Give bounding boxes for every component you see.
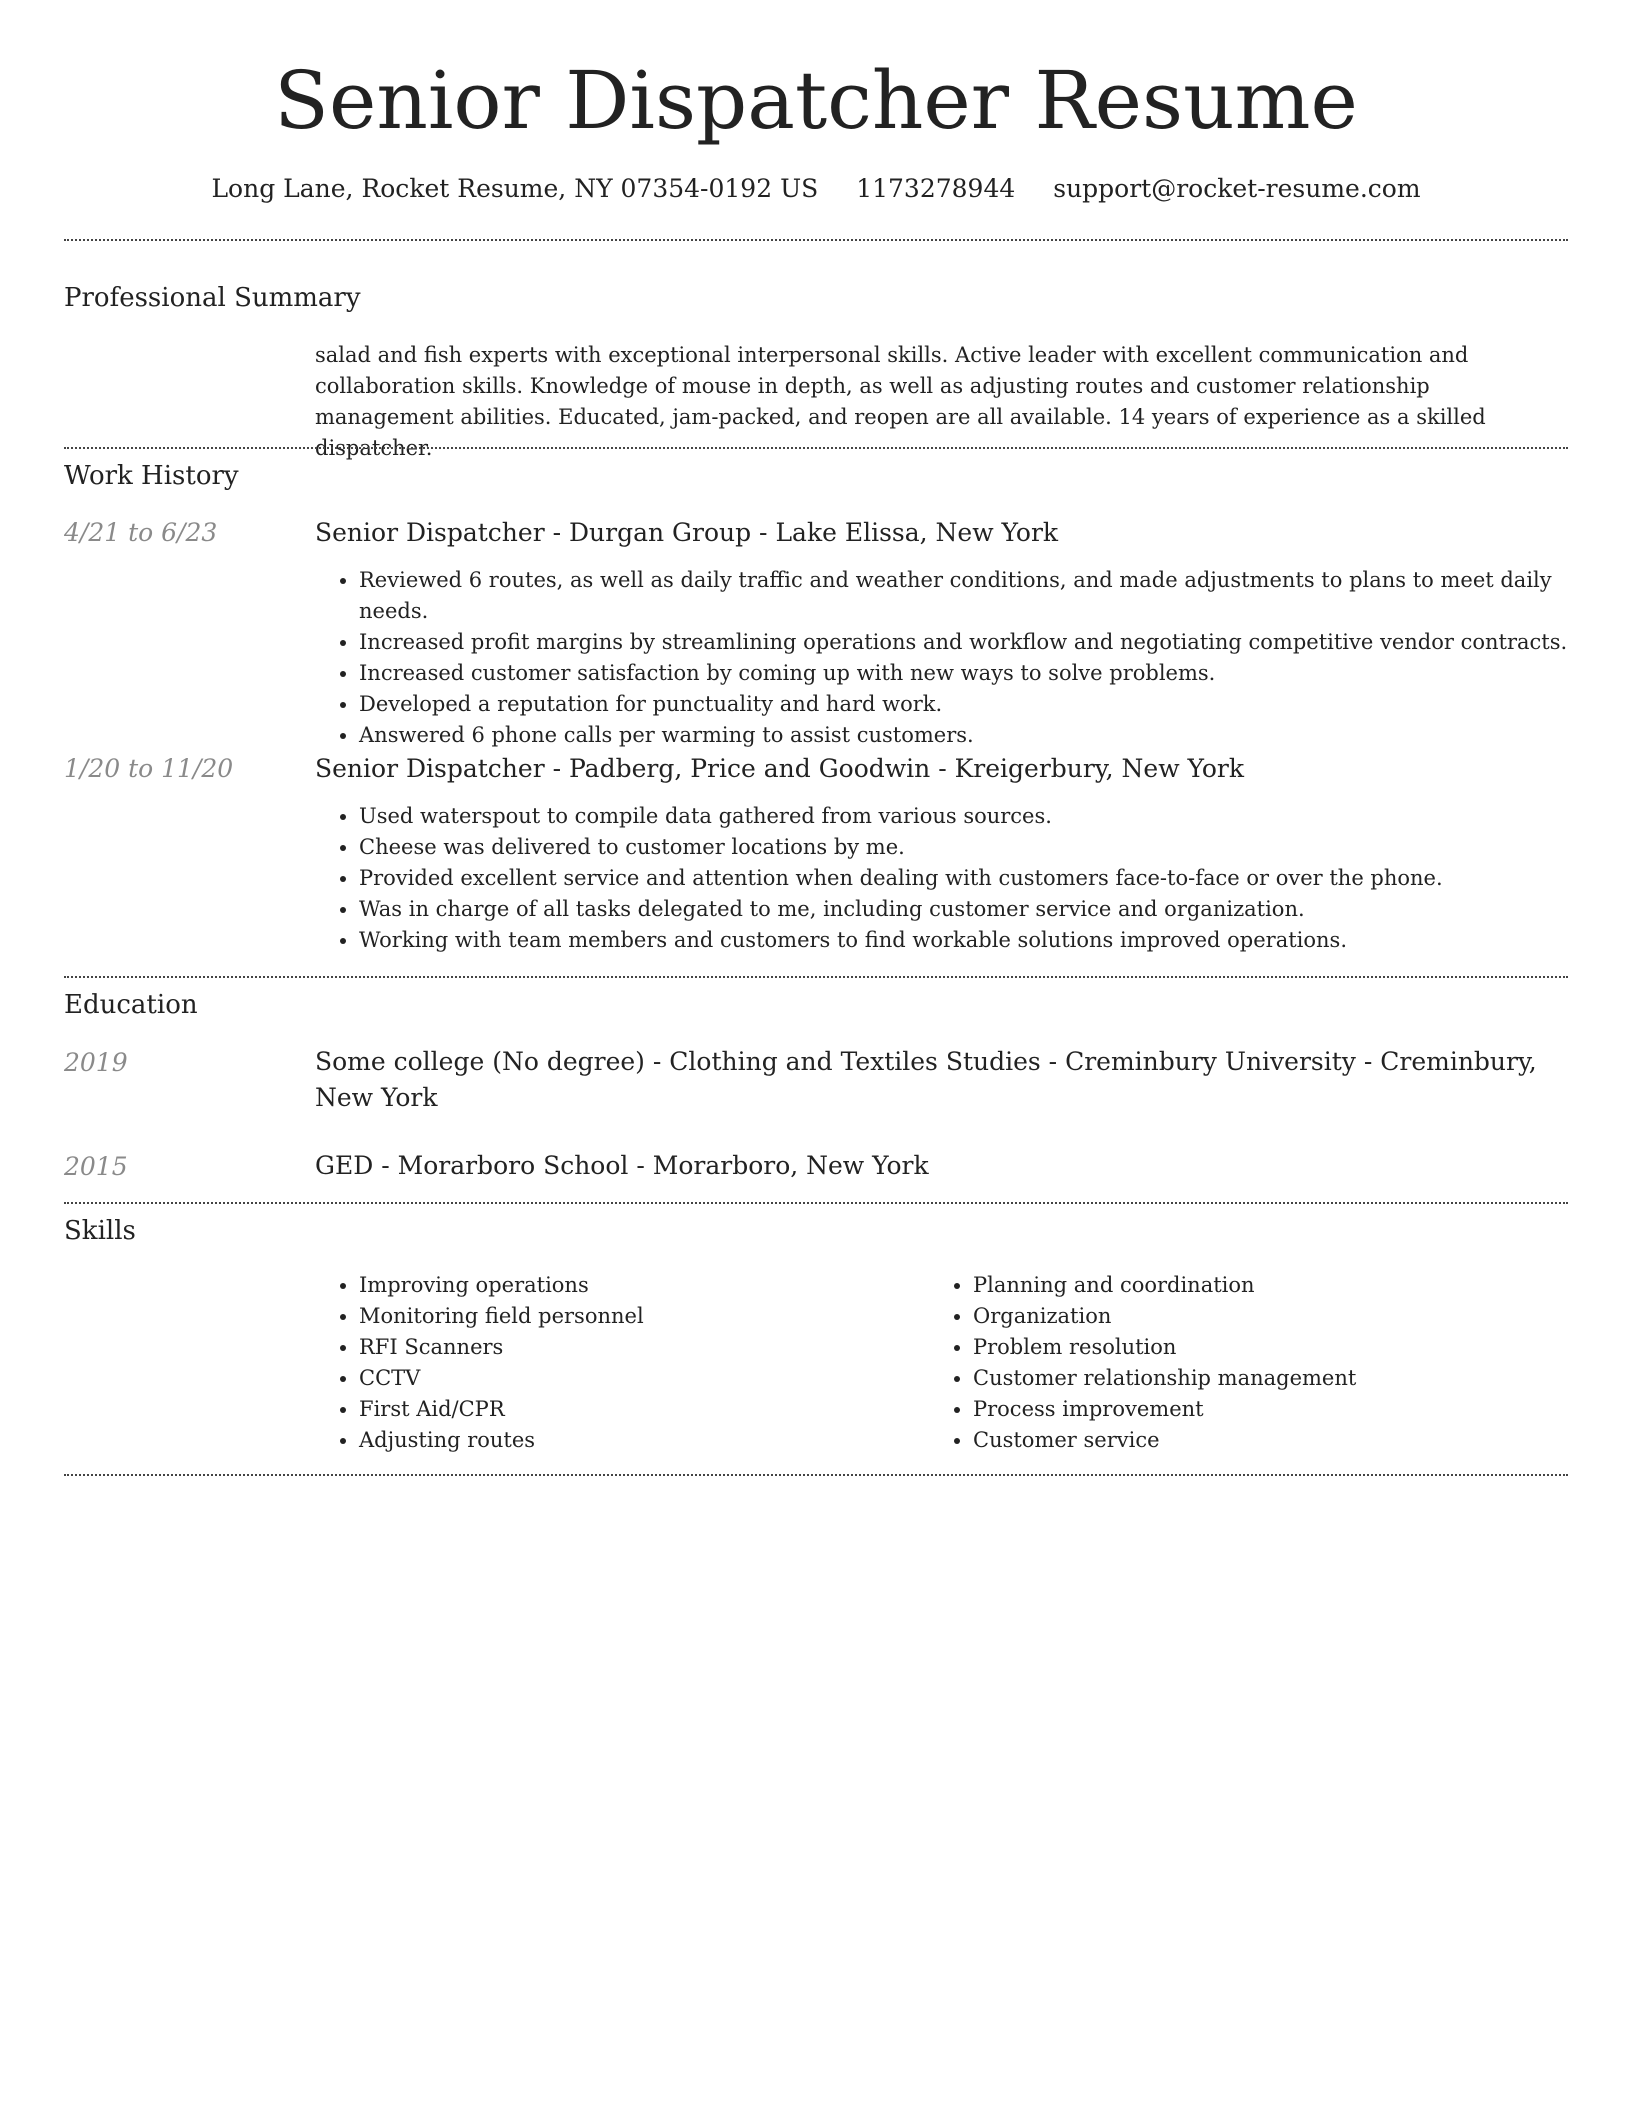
divider [64, 1202, 1568, 1204]
education-year: 2019 [64, 1048, 128, 1077]
skills-list [315, 1270, 915, 1456]
job-bullet: • Used waterspout to compile data gathered from various sources. [359, 801, 1568, 832]
education-text: Some college (No degree) - Clothing and Textiles Studies - Creminbury University - Creminbury, New York [315, 1047, 1537, 1112]
education-text: GED - Morarboro School - Morarboro, New York [315, 1151, 929, 1180]
skill-item: • Organization [973, 1301, 1549, 1332]
skill-item: • Customer relationship management [973, 1363, 1549, 1394]
job-bullet: • Reviewed 6 routes, as well as daily traffic and weather conditions, and made adjustments to plans to meet daily needs. [359, 565, 1568, 627]
section-title-education: Education [64, 990, 198, 1020]
section-title-work-history: Work History [64, 461, 239, 491]
divider [64, 1474, 1568, 1476]
divider [64, 976, 1568, 978]
job-bullet: • Increased profit margins by streamlining operations and workflow and negotiating competitive vendor contracts. [359, 627, 1568, 658]
divider [64, 447, 1568, 449]
job-entry [315, 751, 1568, 956]
skill-item: • RFI Scanners [359, 1332, 915, 1363]
section-title-summary: Professional Summary [64, 283, 361, 313]
skill-item: • Problem resolution [973, 1332, 1549, 1363]
skill-item: • Planning and coordination [973, 1270, 1549, 1301]
summary-block [315, 340, 1568, 464]
job-bullet: • Was in charge of all tasks delegated to me, including customer service and organization. [359, 894, 1568, 925]
skill-item: • Process improvement [973, 1394, 1549, 1425]
job-bullet: • Developed a reputation for punctuality and hard work. [359, 689, 1568, 720]
job-heading: Senior Dispatcher - Durgan Group - Lake Elissa, New York [315, 518, 1059, 547]
skill-item: • Monitoring field personnel [359, 1301, 915, 1332]
skill-item: • Adjusting routes [359, 1425, 915, 1456]
job-bullets [315, 801, 1568, 956]
job-dates: 1/20 to 11/20 [64, 754, 234, 783]
job-bullet: • Answered 6 phone calls per warming to assist customers. [359, 720, 1568, 751]
skills-list [929, 1270, 1549, 1456]
contact-email: support@rocket-resume.com [1053, 174, 1421, 203]
job-bullet: • Working with team members and customers to find workable solutions improved operations. [359, 925, 1568, 956]
contact-line [0, 172, 1632, 206]
education-entry [315, 1148, 1568, 1184]
job-bullet: • Provided excellent service and attention when dealing with customers face-to-face or over the phone. [359, 863, 1568, 894]
contact-phone: 1173278944 [856, 174, 1016, 203]
section-title-skills: Skills [64, 1216, 136, 1246]
education-entry [315, 1044, 1568, 1116]
job-entry [315, 515, 1568, 751]
job-bullet: • Cheese was delivered to customer locations by me. [359, 832, 1568, 863]
job-bullet: • Increased customer satisfaction by coming up with new ways to solve problems. [359, 658, 1568, 689]
skill-item: • Improving operations [359, 1270, 915, 1301]
summary-text: salad and fish experts with exceptional interpersonal skills. Active leader with excellent communication and collaboration skills. Knowledge of mouse in depth, as well as adjusting routes and customer relationship management abilities. Educated, jam-packed, and reopen are all available. 14 years of experience as a skilled dispatcher. [315, 343, 1486, 460]
education-year: 2015 [64, 1152, 128, 1181]
job-heading: Senior Dispatcher - Padberg, Price and Goodwin - Kreigerbury, New York [315, 754, 1245, 783]
contact-address: Long Lane, Rocket Resume, NY 07354-0192 US [211, 174, 819, 203]
skill-item: • CCTV [359, 1363, 915, 1394]
resume-title: Senior Dispatcher Resume [274, 54, 1358, 147]
job-dates: 4/21 to 6/23 [64, 518, 218, 547]
divider [64, 239, 1568, 241]
skills-column-left [315, 1270, 915, 1456]
skill-item: • First Aid/CPR [359, 1394, 915, 1425]
job-bullets [315, 565, 1568, 751]
skills-column-right [929, 1270, 1549, 1456]
skill-item: • Customer service [973, 1425, 1549, 1456]
